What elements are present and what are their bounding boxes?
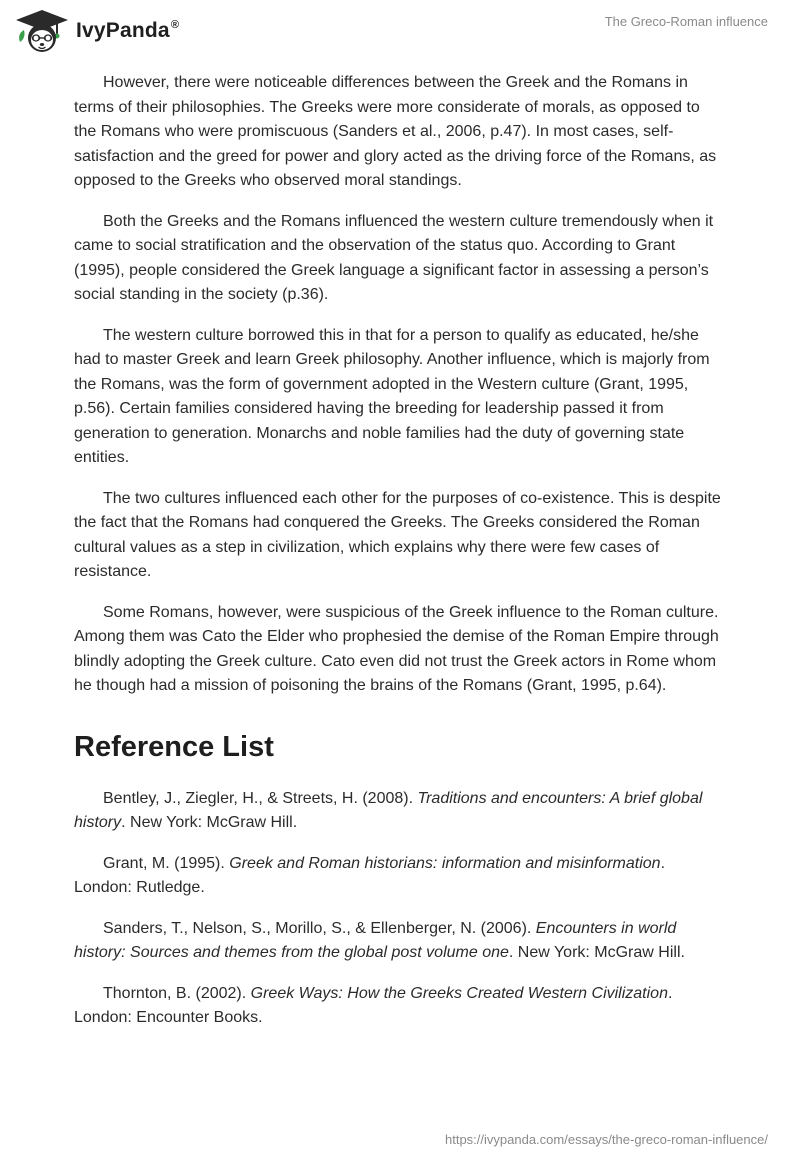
reference-title: Encounters in world history: Sources and themes from the global post volume one bbox=[74, 919, 677, 961]
reference-item: Grant, M. (1995). Greek and Roman historians: information and misinformation. London: Rutledge. bbox=[74, 854, 666, 896]
body-paragraph: Both the Greeks and the Romans influenced the western culture tremendously when it came to social stratification and the observation of the status quo. According to Grant (1995), people considered the Greek language a significant factor in assessing a person’s social standing in the society (p.36). bbox=[74, 212, 714, 303]
ivypanda-logo[interactable] bbox=[14, 8, 179, 54]
reference-title: Greek and Roman historians: information and misinformation bbox=[229, 854, 661, 872]
panda-graduate-icon bbox=[14, 8, 70, 54]
body-paragraph: The two cultures influenced each other for the purposes of co-existence. This is despite the fact that the Romans had conquered the Greeks. The Greeks considered the Roman cultural values as a step in civilization, which explains why there were few cases of resistance. bbox=[74, 489, 721, 580]
essay-content bbox=[74, 71, 726, 1047]
reference-item: Sanders, T., Nelson, S., Morillo, S., & Ellenberger, N. (2006). Encounters in world history: Sources and themes from the global post volume one. New York: McGraw Hill. bbox=[74, 919, 685, 961]
registered-mark: ® bbox=[170, 19, 180, 31]
body-paragraph: However, there were noticeable differences between the Greek and the Romans in terms of their philosophies. The Greeks were more considerate of morals, as opposed to the Romans who were promiscuous (Sanders et al., 2006, p.47). In most cases, self-satisfaction and the greed for power and glory acted as the driving force of the Romans, as opposed to the Greeks who observed moral standings. bbox=[74, 74, 717, 189]
footer-url[interactable]: https://ivypanda.com/essays/the-greco-roman-influence/ bbox=[445, 1132, 768, 1147]
body-paragraph: Some Romans, however, were suspicious of the Greek influence to the Roman culture. Among them was Cato the Elder who prophesied the demise of the Roman Empire through blindly adopting the Greek culture. Cato even did not trust the Greek actors in Rome whom he though had a mission of poisoning the brains of the Romans (Grant, 1995, p.64). bbox=[74, 603, 719, 694]
running-title: The Greco-Roman influence bbox=[604, 14, 768, 29]
body-paragraph: The western culture borrowed this in that for a person to qualify as educated, he/she had to master Greek and learn Greek philosophy. Another influence, which is majorly from the Romans, was the form of government adopted in the Western culture (Grant, 1995, p.56). Certain families considered having the breeding for leadership passed it from generation to generation. Monarchs and noble families had the duty of governing state entities. bbox=[74, 326, 710, 466]
reference-item: Bentley, J., Ziegler, H., & Streets, H. (2008). Traditions and encounters: A brief global history. New York: McGraw Hill. bbox=[74, 789, 703, 831]
page-header bbox=[0, 0, 800, 60]
brand-name: IvyPanda® bbox=[76, 19, 180, 42]
reference-title: Traditions and encounters: A brief global history bbox=[74, 789, 703, 831]
reference-item: Thornton, B. (2002). Greek Ways: How the Greeks Created Western Civilization. London: Encounter Books. bbox=[74, 984, 673, 1026]
reference-list-heading: Reference List bbox=[74, 730, 274, 763]
reference-title: Greek Ways: How the Greeks Created Western Civilization bbox=[250, 984, 668, 1002]
